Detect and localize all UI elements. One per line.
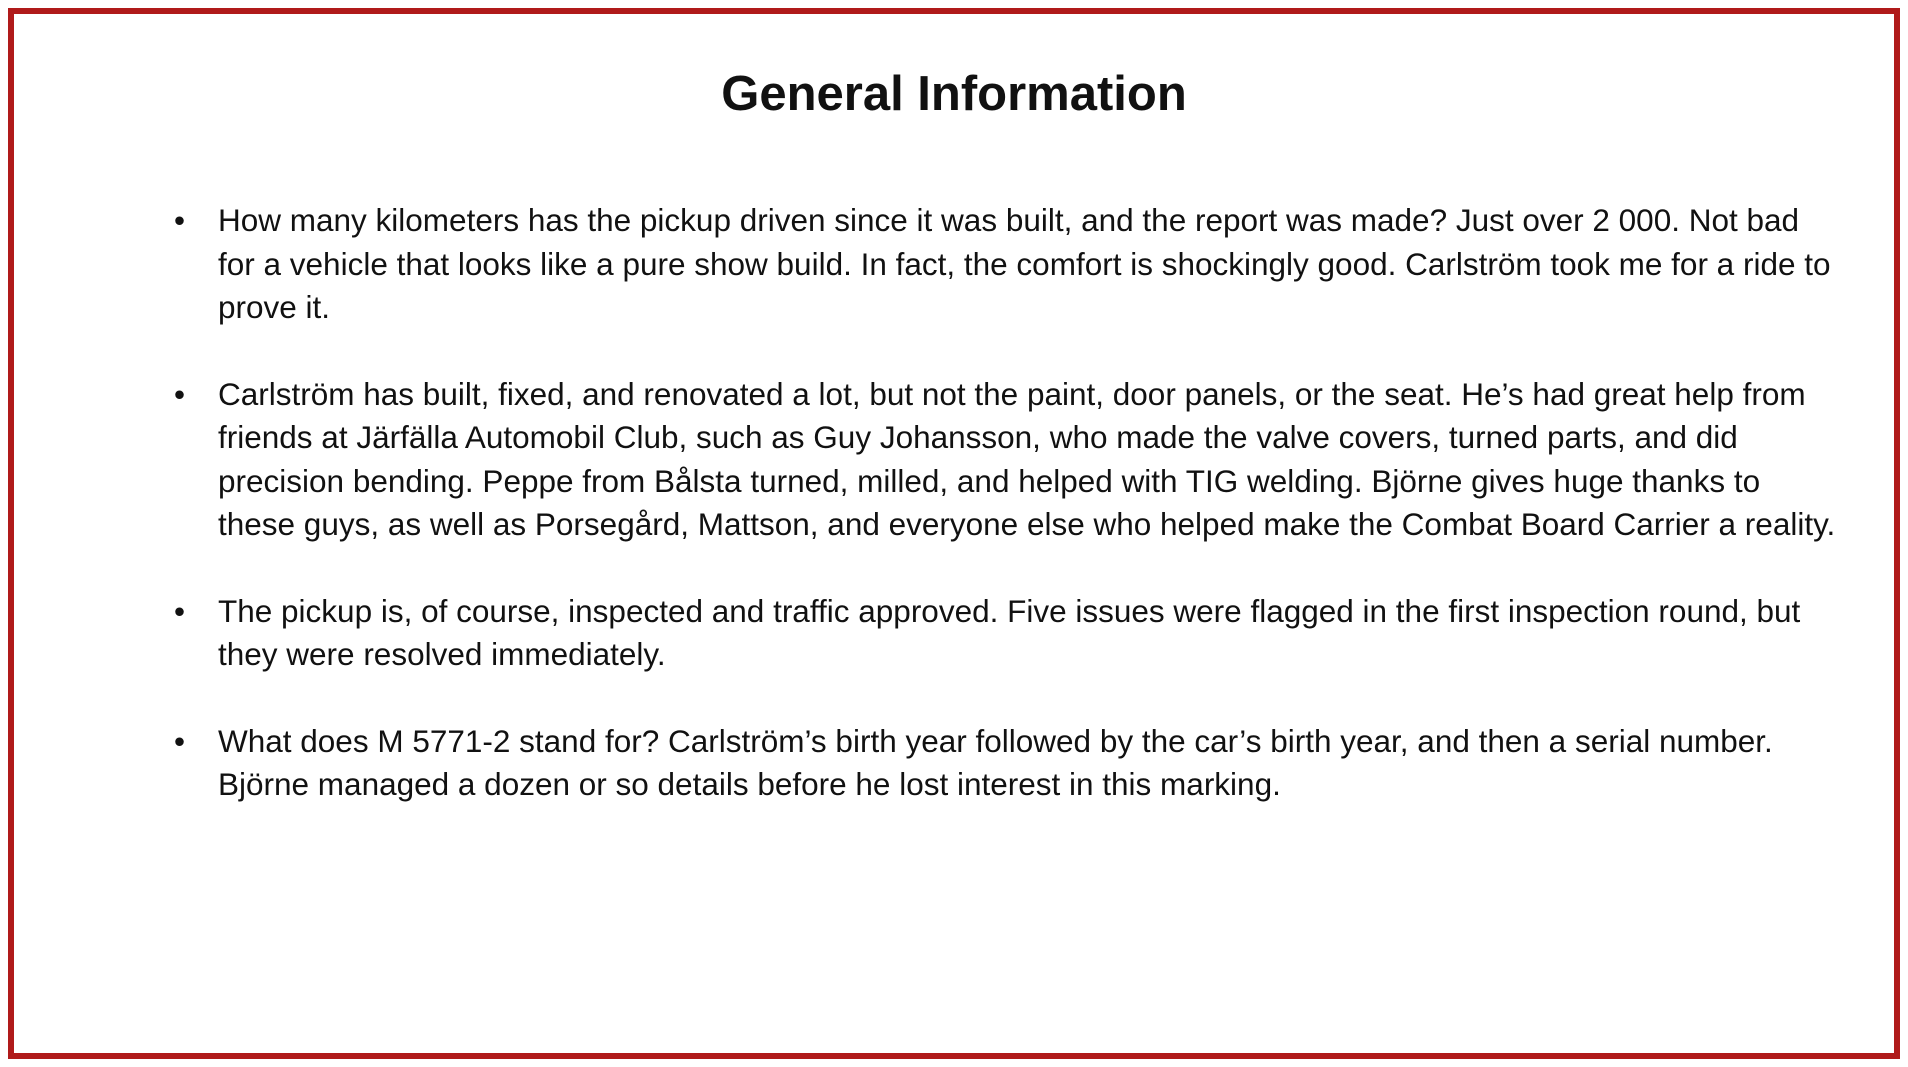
bullet-text: Carlström has built, fixed, and renovated a lot, but not the paint, door panels, or the seat. He’s had great help from friends at Järfälla Automobil Club, such as Guy Johansson, who made the valve covers, turned parts, and did precision bending. Peppe from Bålsta turned, milled, and helped with TIG welding. Björne gives huge thanks to these guys, as well as Porsegård, Mattson, and everyone else who helped make the Combat Board Carrier a reality. — [218, 375, 1836, 542]
list-item — [14, 199, 1906, 330]
list-item — [14, 373, 1906, 547]
bullet-dot-icon: • — [174, 592, 186, 629]
bullet-text: What does M 5771-2 stand for? Carlström’s birth year followed by the car’s birth year, and then a serial number. Björne managed a dozen or so details before he lost interest in this marking. — [218, 722, 1773, 802]
bullet-dot-icon: • — [174, 375, 186, 412]
bullet-text: The pickup is, of course, inspected and traffic approved. Five issues were flagged in the first inspection round, but they were resolved immediately. — [218, 592, 1801, 672]
list-item — [14, 720, 1906, 807]
page-title: General Information — [721, 67, 1187, 121]
list-item — [14, 590, 1906, 677]
bullet-dot-icon: • — [174, 202, 186, 238]
bullet-list — [14, 199, 1906, 850]
slide-frame — [8, 8, 1900, 1059]
bullet-dot-icon: • — [174, 722, 186, 759]
bullet-text: How many kilometers has the pickup driven since it was built, and the report was made? Just over 2 000. Not bad for a vehicle that looks like a pure show build. In fact, the comfort is shockingly good. Carlström took me for a ride to prove it. — [218, 202, 1831, 325]
